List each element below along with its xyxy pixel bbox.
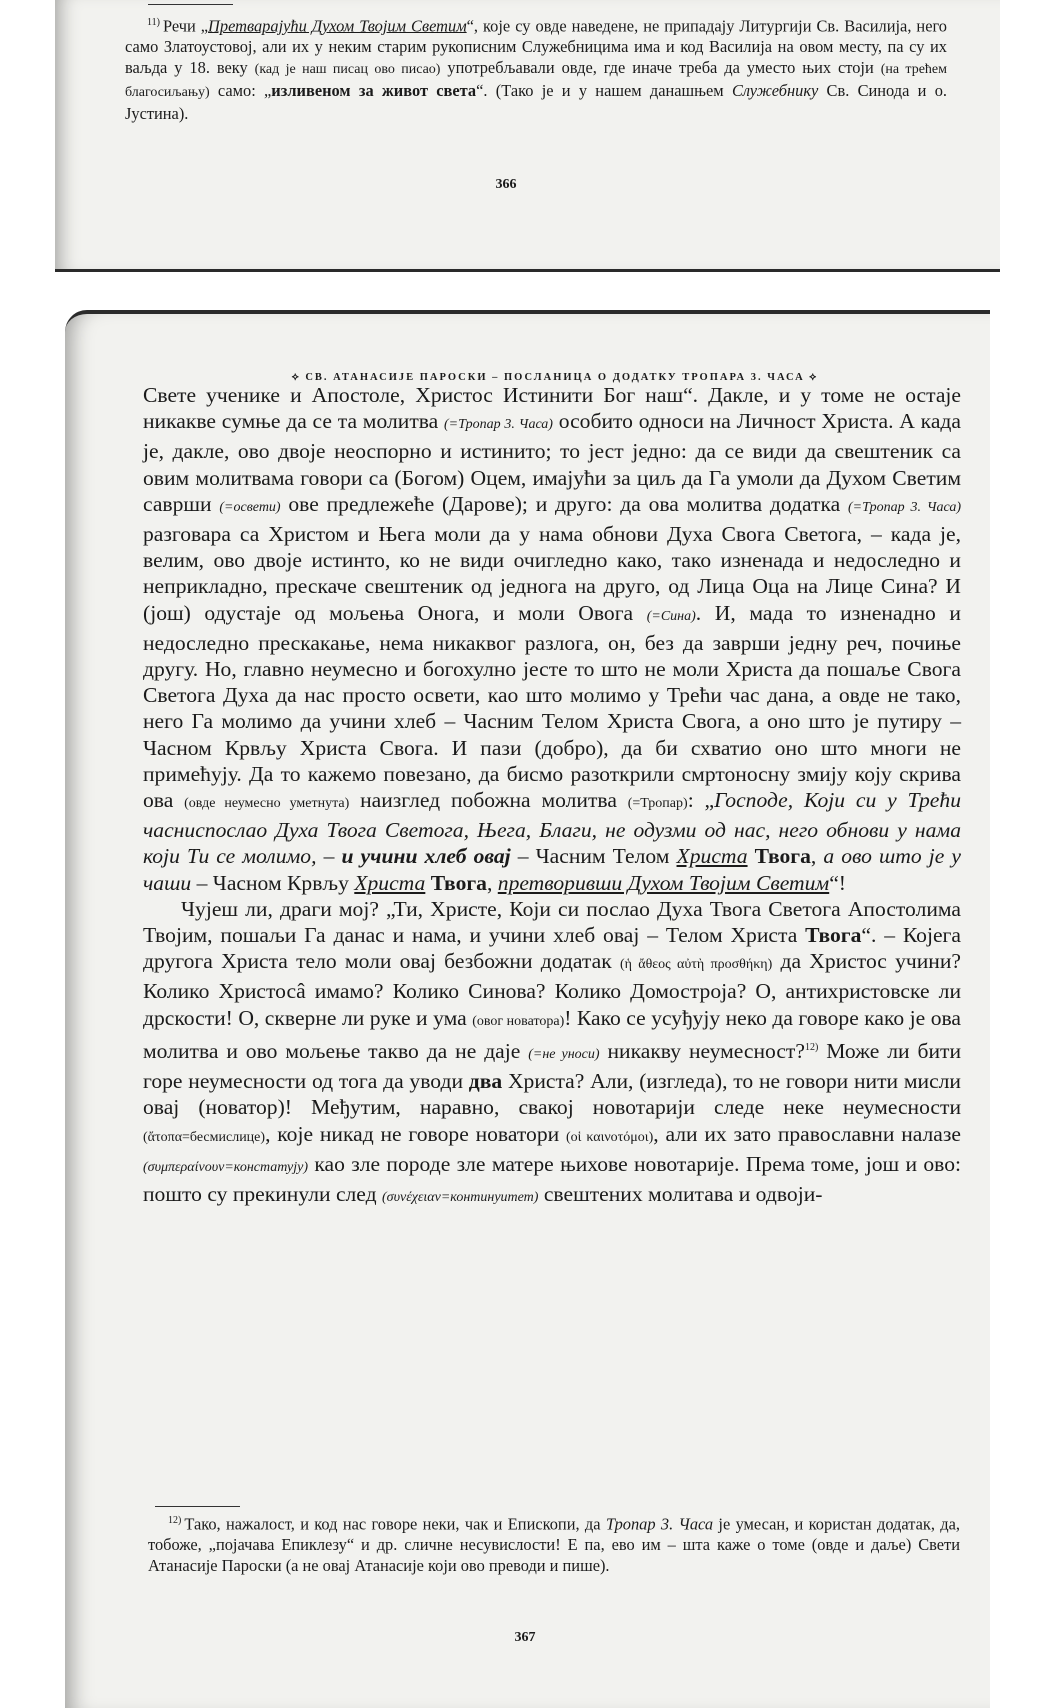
main-text [143, 382, 961, 1211]
footnote-12: $^{12)}$ Тако, нажалост, и код нас говоре неки, чак и Епископи, да Тропар 3. Часа је умесан, и користан додатак, да, тобоже, „појачава Епиклезу“ и др. сличне несувислости! Е па, ево им – шта каже о томе (овде и даље) Свети Атанасије Пароски (а не овај Атанасије који ово преводи и пише). [148, 1514, 960, 1576]
current-page-scan [65, 310, 990, 1708]
paragraph: Свете ученике и Апостоле, Христос Истинити Бог наш“. Дакле, и у томе не остаје никакве сумње да се та молитва (=Тропар 3. Часа) особито односи на Личност Христа. А када је, дакле, ово двоје неоспорно и истинито; то јест једно: да се види да свештеник са овим молитвама говори са (Богом) Оцем, имајући за циљ да Га умоли да Духом Светим саврши (=освети) ове предлежеће (Дарове); и друго: да ова молитва додатка (=Тропар 3. Часа) разговара са Христом и Њега моли да у нама обнови Духа Свога Светога, – када је, велим, ово двоје истинто, ко не види очигледно како, тако изненада и недоследно и неприкладно, прескаче свештеник од једнога на друго, од Лица Оца на Лице Сина? И (још) одустаје од мољења Онога, и моли Овога (=Сина). И, мада то изненадно и недоследно прескакање, нема никаквог разлога, он, без да заврши једну реч, почиње другу. Но, главно неумесно и богохулно јесте то што не моли Христа да пошаље Свога Светога Духа да нас просто освети, као што молимо у Трећи час дана, а овде не тако, него Га молимо да учини хлеб – Часним Телом Христа Свога, а оно што је путиру – Часном Крвљу Христа Свога. И пази (добро), да би схватио оно што многи не примећују. Да то кажемо повезано, да бисмо разоткрили смртоносну змију коју скрива ова (овде неумесно уметнута) наизглед побожна молитва (=Тропар): „Господе, Који си у Трећи часниспослао Духа Твога Светога, Њега, Благи, не одузми од нас, него обнови у нама који Ти се молимо, – и учини хлеб овај – Часним Телом Христа Твога, а ово што је у чаши – Часном Крвљу Христа Твога, претворивши Духом Твојим Светим“! [143, 383, 962, 895]
page-number: 366 [495, 177, 517, 192]
footnote-mark: 12) [168, 1515, 182, 1526]
paragraph: Чујеш ли, драги мој? „Ти, Христе, Који си послао Духа Твога Светога Апостолима Твојим, пошаљи Га данас и нама, и учини хлеб овај – Телом Христа Твога“. – Којега другога Христа тело моли овај безбожни додатак (ἡ ἄθεος αὐτὴ προσθήκη) да Христос учини? Колико Христосâ имамо? Колико Синова? Колико Домостроја? О, антихристовске ли дрскости! О, скверне ли руке и ума (овог новатора)! Како се усуђују неко да говоре како је ова молитва и ово мољење такво да не даје (=не уноси) никакву неумесност?$^{12)}$ Може ли бити горе неумесности од тога да уводи два Христа? Али, (изгледа), то не говори нити мисли овај (новатор)! Међутим, наравно, свакој новотарији следе неке неумесности (ἄτοπα=бесмислице), које никад не говоре новатори (οἱ καινοτόμοι), али их зато православни налазе (συμπεραίνουν=констатују) као зле породе зле матере њихове новотарије. Према томе, још и ово: пошто су прекинули след (συνέχειαν=континуитет) свештених молитава и одвоји- [143, 896, 962, 1207]
running-header: ⟡ СВ. АТАНАСИЈЕ ПАРОСКИ – ПОСЛАНИЦА О ДОДАТКУ ТРОПАРА 3. ЧАСА ⟡ [291, 372, 819, 383]
footnote-ref: 12) [804, 1041, 819, 1053]
footnote-rule [148, 4, 233, 5]
footnote-mark: 11) [147, 17, 160, 28]
footnote-rule [155, 1506, 240, 1507]
page-number: 367 [514, 1630, 536, 1645]
previous-page-scan [55, 0, 1000, 272]
footnote-11: $^{11)}$ Речи „Претварајући Духом Твојим Светим“, које су овде наведене, не припадају Литургији Св. Василија, него само Златоустовој, али их у неким старим рукописним Служебницима има и код Василија на овом месту, па су их ваљда у 18. веку (кад је наш писац ово писао) употребљавали овде, где иначе треба да уместо њих стоји (на трећем благосиљању) само: „изливеном за живот света“. (Тако је и у нашем данашњем Служебнику Св. Синода и о. Јустина). [125, 16, 948, 124]
